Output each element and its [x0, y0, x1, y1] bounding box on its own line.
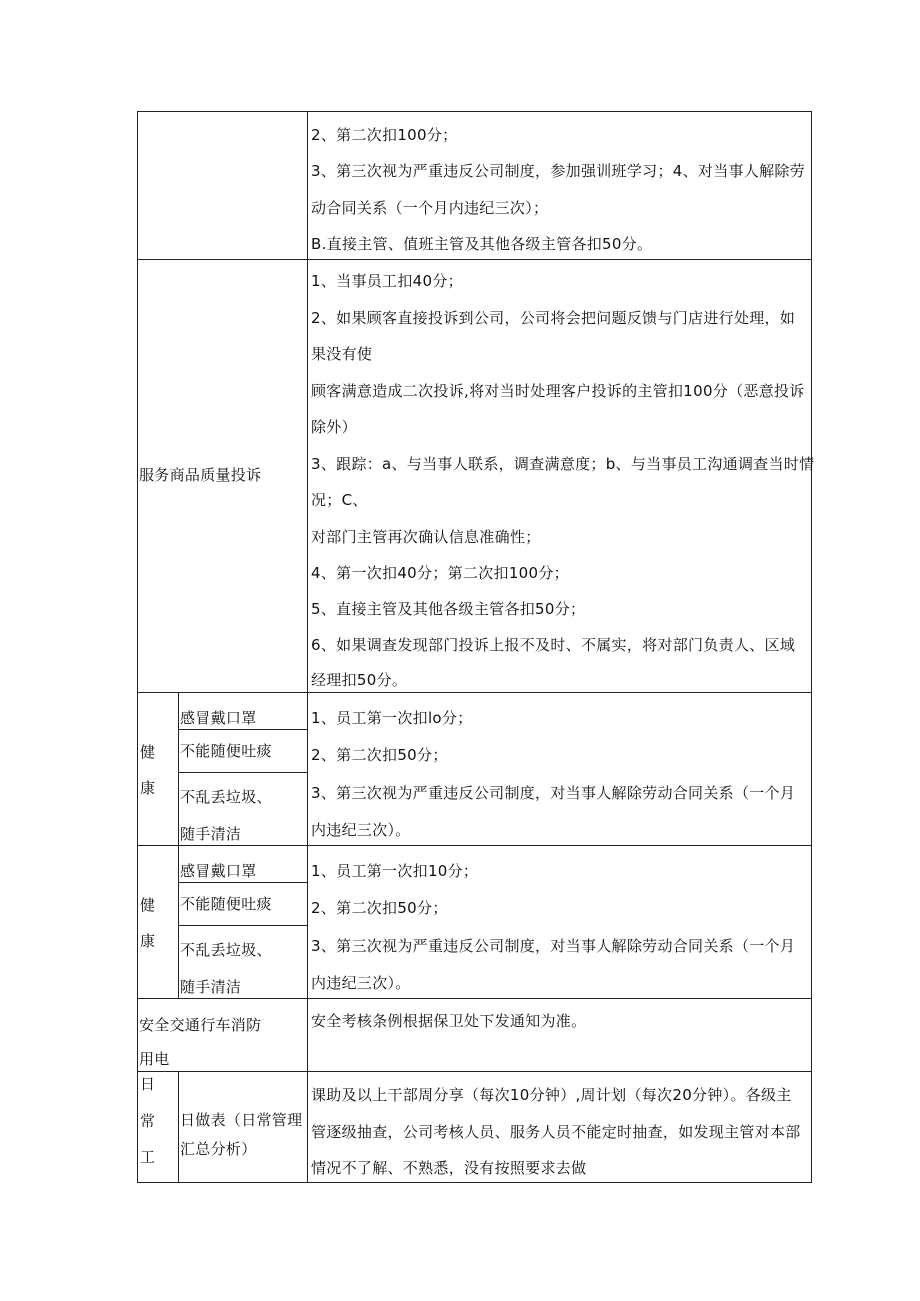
content-line: 1、员工第一次扣lo分； [311, 709, 473, 727]
content-line: 经理扣50分。 [311, 671, 408, 689]
sub-item: 随手清洁 [180, 978, 242, 996]
content-line: 3、第三次视为严重违反公司制度，对当事人解除劳动合同关系（一个月 [311, 937, 796, 955]
sub-item: 不能随便吐痰 [180, 742, 272, 760]
content-line: 内违纪三次）。 [311, 974, 411, 992]
category-char: 健 [140, 743, 156, 761]
sub-item: 不能随便吐痰 [180, 895, 272, 913]
content-line: 3、跟踪：a、与当事人联系，调查满意度；b、与当事员工沟通调查当时情 [311, 455, 815, 473]
content-line: 1、当事员工扣40分； [311, 272, 463, 290]
category-char: 常 [140, 1112, 156, 1130]
sub-item: 不乱丢垃圾、 [180, 941, 272, 959]
sub-item: 汇总分析） [180, 1140, 257, 1158]
content-line: 6、如果调查发现部门投诉上报不及时、不属实，将对部门负责人、区域 [311, 636, 796, 654]
content-line: 2、如果顾客直接投诉到公司，公司将会把问题反馈与门店进行处理，如 [311, 309, 796, 327]
sub-item: 随手清洁 [180, 825, 242, 843]
content-line: 3、第三次视为严重违反公司制度，参加强训班学习；4、对当事人解除劳 [311, 162, 805, 180]
sub-item: 感冒戴口罩 [180, 862, 257, 880]
content-line: 3、第三次视为严重违反公司制度，对当事人解除劳动合同关系（一个月 [311, 784, 796, 802]
content-line: 2、第二次扣50分； [311, 746, 448, 764]
content-line: 内违纪三次）。 [311, 821, 411, 839]
content-line: 4、第一次扣40分；第二次扣100分； [311, 564, 569, 582]
content-line: 2、第二次扣50分； [311, 899, 448, 917]
sub-item: 日做表（日常管理 [180, 1111, 303, 1129]
sub-item: 不乱丢垃圾、 [180, 788, 272, 806]
content-line: 果没有使 [311, 345, 373, 363]
content-line: 安全考核条例根据保卫处下发通知为准。 [311, 1012, 587, 1030]
content-line: 除外） [311, 418, 357, 436]
category-label: 安全交通行车消防 [139, 1016, 262, 1034]
content-line: 2、第二次扣100分； [311, 126, 458, 144]
content-line: 况；C、 [311, 491, 368, 509]
content-line: B.直接主管、值班主管及其他各级主管各扣50分。 [311, 235, 653, 253]
content-line: 情况不了解、不熟悉，没有按照要求去做 [311, 1159, 587, 1177]
category-label: 用电 [139, 1050, 170, 1068]
category-char: 健 [140, 896, 156, 914]
sub-item: 感冒戴口罩 [180, 709, 257, 727]
content-line: 对部门主管再次确认信息准确性； [311, 528, 541, 546]
category-char: 日 [140, 1075, 156, 1093]
category-label: 服务商品质量投诉 [139, 466, 262, 484]
content-line: 1、员工第一次扣10分； [311, 862, 479, 880]
content-line: 管逐级抽查，公司考核人员、服务人员不能定时抽查，如发现主管对本部 [311, 1123, 801, 1141]
content-line: 动合同关系（一个月内违纪三次）； [311, 199, 549, 217]
category-char: 康 [140, 932, 156, 950]
category-char: 工 [140, 1148, 156, 1166]
content-line: 课助及以上干部周分享（每次10分钟）,周计划（每次20分钟）。各级主 [311, 1086, 792, 1104]
content-line: 顾客满意造成二次投诉,将对当时处理客户投诉的主管扣100分（恶意投诉 [311, 382, 805, 400]
category-char: 康 [140, 779, 156, 797]
content-line: 5、直接主管及其他各级主管各扣50分； [311, 600, 586, 618]
